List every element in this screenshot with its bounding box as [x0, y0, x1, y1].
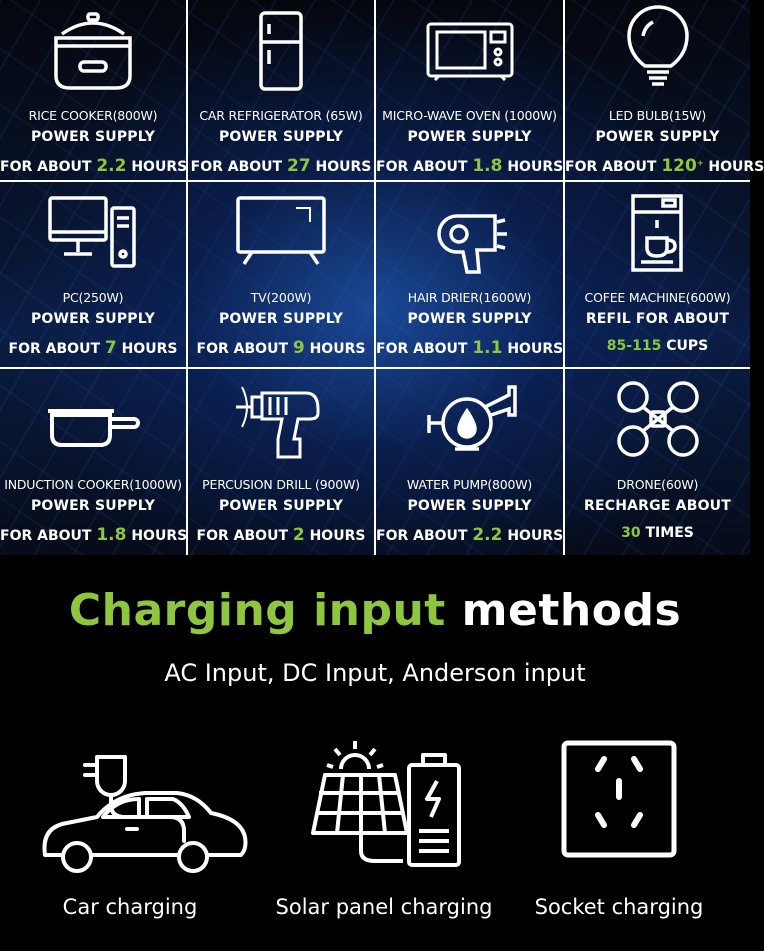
appliance-cell: [376, 369, 565, 555]
appliance-title: TV(200W): [250, 290, 312, 305]
line3-pre: FOR ABOUT: [376, 528, 473, 544]
line3-post: HOURS: [703, 159, 764, 175]
water-pump-icon: [425, 379, 515, 461]
section-subheading: AC Input, DC Input, Anderson input: [164, 659, 586, 687]
appliance-line2: POWER SUPPLY: [407, 498, 532, 514]
appliance-title: HAIR DRIER(1600W): [407, 290, 532, 305]
appliance-title: CAR REFRIGERATOR (65W): [199, 108, 363, 123]
line3-pre: FOR ABOUT: [376, 341, 473, 357]
appliance-cell: [565, 369, 750, 555]
socket-icon: [504, 735, 734, 875]
value-text: 120: [661, 156, 697, 176]
drone-icon: [613, 379, 703, 461]
line3-post: HOURS: [304, 528, 366, 544]
method-solar-panel: [269, 735, 499, 919]
appliance-cell: [188, 182, 376, 369]
value-text: 30: [621, 525, 641, 541]
value-text: 1.8: [96, 525, 127, 545]
appliance-line3: [376, 156, 563, 176]
appliance-line3: [565, 338, 750, 354]
refrigerator-icon: [236, 10, 326, 92]
appliance-line2: POWER SUPPLY: [30, 498, 156, 514]
value-text: 27: [286, 156, 311, 176]
appliance-line2: POWER SUPPLY: [218, 129, 344, 145]
appliance-cell: [0, 182, 188, 369]
value-text: 1.1: [472, 338, 503, 358]
appliance-line2: POWER SUPPLY: [218, 498, 344, 514]
line3-post: HOURS: [502, 528, 564, 544]
value-text: 85-115: [606, 338, 662, 354]
appliance-cell: [376, 182, 565, 369]
appliance-cell: [376, 0, 565, 182]
appliance-cell: [0, 0, 188, 182]
section-heading: [0, 585, 750, 636]
appliance-title: PC(250W): [62, 290, 124, 305]
line3-post: HOURS: [502, 159, 564, 175]
appliance-cell: [188, 0, 376, 182]
solar-panel-icon: [269, 735, 499, 875]
line3-post: HOURS: [116, 341, 178, 357]
appliance-title: WATER PUMP(800W): [406, 477, 533, 492]
microwave-icon: [425, 10, 515, 92]
heading-green: Charging input: [68, 585, 446, 636]
line3-pre: FOR ABOUT: [8, 341, 105, 357]
appliance-line3: [188, 338, 374, 358]
method-car-charging: [15, 735, 245, 919]
appliance-line2: POWER SUPPLY: [30, 311, 156, 327]
value-text: 2.2: [472, 525, 503, 545]
light-bulb-icon: [613, 10, 703, 92]
appliance-line2: POWER SUPPLY: [30, 129, 156, 145]
line3-post: CUPS: [661, 338, 709, 354]
hair-dryer-icon: [425, 192, 515, 274]
value-sup: +: [696, 158, 704, 168]
line3-pre: FOR ABOUT: [196, 341, 293, 357]
rice-cooker-icon: [48, 10, 138, 92]
appliance-line3: [0, 525, 186, 545]
appliance-line2: POWER SUPPLY: [407, 129, 532, 145]
method-label: Car charging: [62, 895, 198, 919]
appliance-title: PERCUSION DRILL (900W): [202, 477, 360, 492]
appliance-line3: [376, 338, 563, 358]
value-text: 2: [292, 525, 305, 545]
line3-post: HOURS: [310, 159, 372, 175]
appliance-line2: RECHARGE ABOUT: [583, 498, 731, 514]
appliance-cell: [188, 369, 376, 555]
appliance-line3: [0, 156, 186, 176]
method-socket: [504, 735, 734, 919]
car-charging-icon: [15, 735, 245, 875]
line3-post: HOURS: [126, 159, 188, 175]
pan-icon: [48, 379, 138, 461]
coffee-machine-icon: [613, 192, 703, 274]
appliance-title: DRONE(60W): [616, 477, 699, 492]
heading-white: methods: [461, 585, 682, 636]
appliance-line2: POWER SUPPLY: [218, 311, 344, 327]
appliance-title: MICRO-WAVE OVEN (1000W): [382, 108, 557, 123]
appliance-cell: [565, 182, 750, 369]
appliance-cell: [0, 369, 188, 555]
appliance-line3: [0, 338, 186, 358]
line3-post: TIMES: [640, 525, 694, 541]
computer-icon: [48, 192, 138, 274]
drill-icon: [236, 379, 326, 461]
line3-post: HOURS: [126, 528, 188, 544]
line3-pre: FOR ABOUT: [196, 528, 293, 544]
line3-post: HOURS: [502, 341, 564, 357]
line3-pre: FOR ABOUT: [0, 528, 97, 544]
value-text: 1.8: [472, 156, 503, 176]
value-text: 7: [104, 338, 117, 358]
line3-pre: FOR ABOUT: [190, 159, 287, 175]
appliance-line3: [188, 525, 374, 545]
value-text: 9: [292, 338, 305, 358]
appliance-title: LED BULB(15W): [608, 108, 707, 123]
line3-post: HOURS: [304, 341, 366, 357]
appliance-line3: [376, 525, 563, 545]
value-text: 2.2: [96, 156, 127, 176]
charging-section: [0, 555, 750, 951]
appliance-line3: [565, 525, 750, 541]
tv-icon: [236, 192, 326, 274]
appliance-line2: POWER SUPPLY: [595, 129, 720, 145]
method-label: Solar panel charging: [275, 895, 493, 919]
line3-pre: FOR ABOUT: [565, 159, 662, 175]
appliance-line2: REFIL FOR ABOUT: [585, 311, 730, 327]
line3-pre: FOR ABOUT: [376, 159, 473, 175]
appliance-line3: [188, 156, 374, 176]
appliance-title: COFEE MACHINE(600W): [584, 290, 731, 305]
line3-pre: FOR ABOUT: [0, 159, 97, 175]
appliance-title: RICE COOKER(800W): [28, 108, 158, 123]
appliance-line3: [565, 156, 764, 176]
appliance-title: INDUCTION COOKER(1000W): [4, 477, 182, 492]
appliance-cell: [565, 0, 764, 182]
appliance-line2: POWER SUPPLY: [407, 311, 532, 327]
method-label: Socket charging: [534, 895, 704, 919]
